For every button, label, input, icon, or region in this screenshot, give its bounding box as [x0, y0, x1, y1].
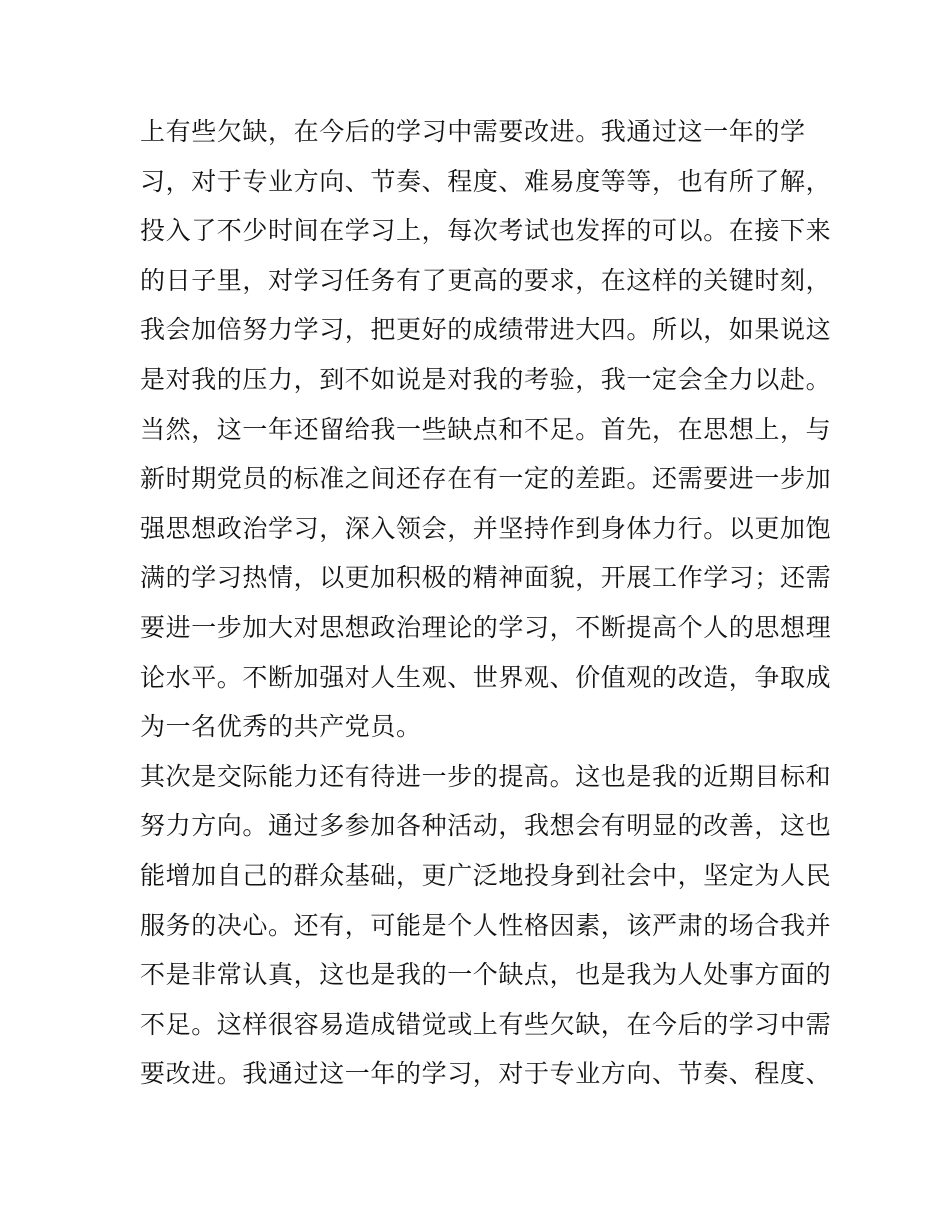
text-line: 当然，这一年还留给我一些缺点和不足。首先，在思想上，与: [140, 414, 832, 444]
text-line: 能增加自己的群众基础，更广泛地投身到社会中，坚定为人民: [140, 860, 832, 890]
text-line: 努力方向。通过多参加各种活动，我想会有明显的改善，这也: [140, 811, 832, 841]
text-line: 的日子里，对学习任务有了更高的要求，在这样的关键时刻，: [140, 265, 832, 295]
text-line: 为一名优秀的共产党员。: [140, 712, 422, 742]
text-line: 要改进。我通过这一年的学习，对于专业方向、节奏、程度、: [140, 1059, 832, 1089]
text-line: 满的学习热情，以更加积极的精神面貌，开展工作学习；还需: [140, 563, 832, 593]
text-line: 不是非常认真，这也是我的一个缺点，也是我为人处事方面的: [140, 960, 832, 990]
text-line: 新时期党员的标准之间还存在有一定的差距。还需要进一步加: [140, 464, 832, 494]
text-line: 服务的决心。还有，可能是个人性格因素，该严肃的场合我并: [140, 910, 832, 940]
text-line: 是对我的压力，到不如说是对我的考验，我一定会全力以赴。: [140, 364, 832, 394]
text-line: 投入了不少时间在学习上，每次考试也发挥的可以。在接下来: [140, 216, 832, 246]
text-line: 其次是交际能力还有待进一步的提高。这也是我的近期目标和: [140, 761, 832, 791]
text-line: 论水平。不断加强对人生观、世界观、价值观的改造，争取成: [140, 662, 832, 692]
document-body: [140, 107, 832, 1099]
text-line: 强思想政治学习，深入领会，并坚持作到身体力行。以更加饱: [140, 513, 832, 543]
text-line: 不足。这样很容易造成错觉或上有些欠缺，在今后的学习中需: [140, 1009, 832, 1039]
text-line: 习，对于专业方向、节奏、程度、难易度等等，也有所了解，: [140, 166, 832, 196]
text-line: 上有些欠缺，在今后的学习中需要改进。我通过这一年的学: [140, 117, 806, 146]
text-line: 要进一步加大对思想政治理论的学习，不断提高个人的思想理: [140, 612, 832, 642]
text-line: 我会加倍努力学习，把更好的成绩带进大四。所以，如果说这: [140, 315, 832, 345]
